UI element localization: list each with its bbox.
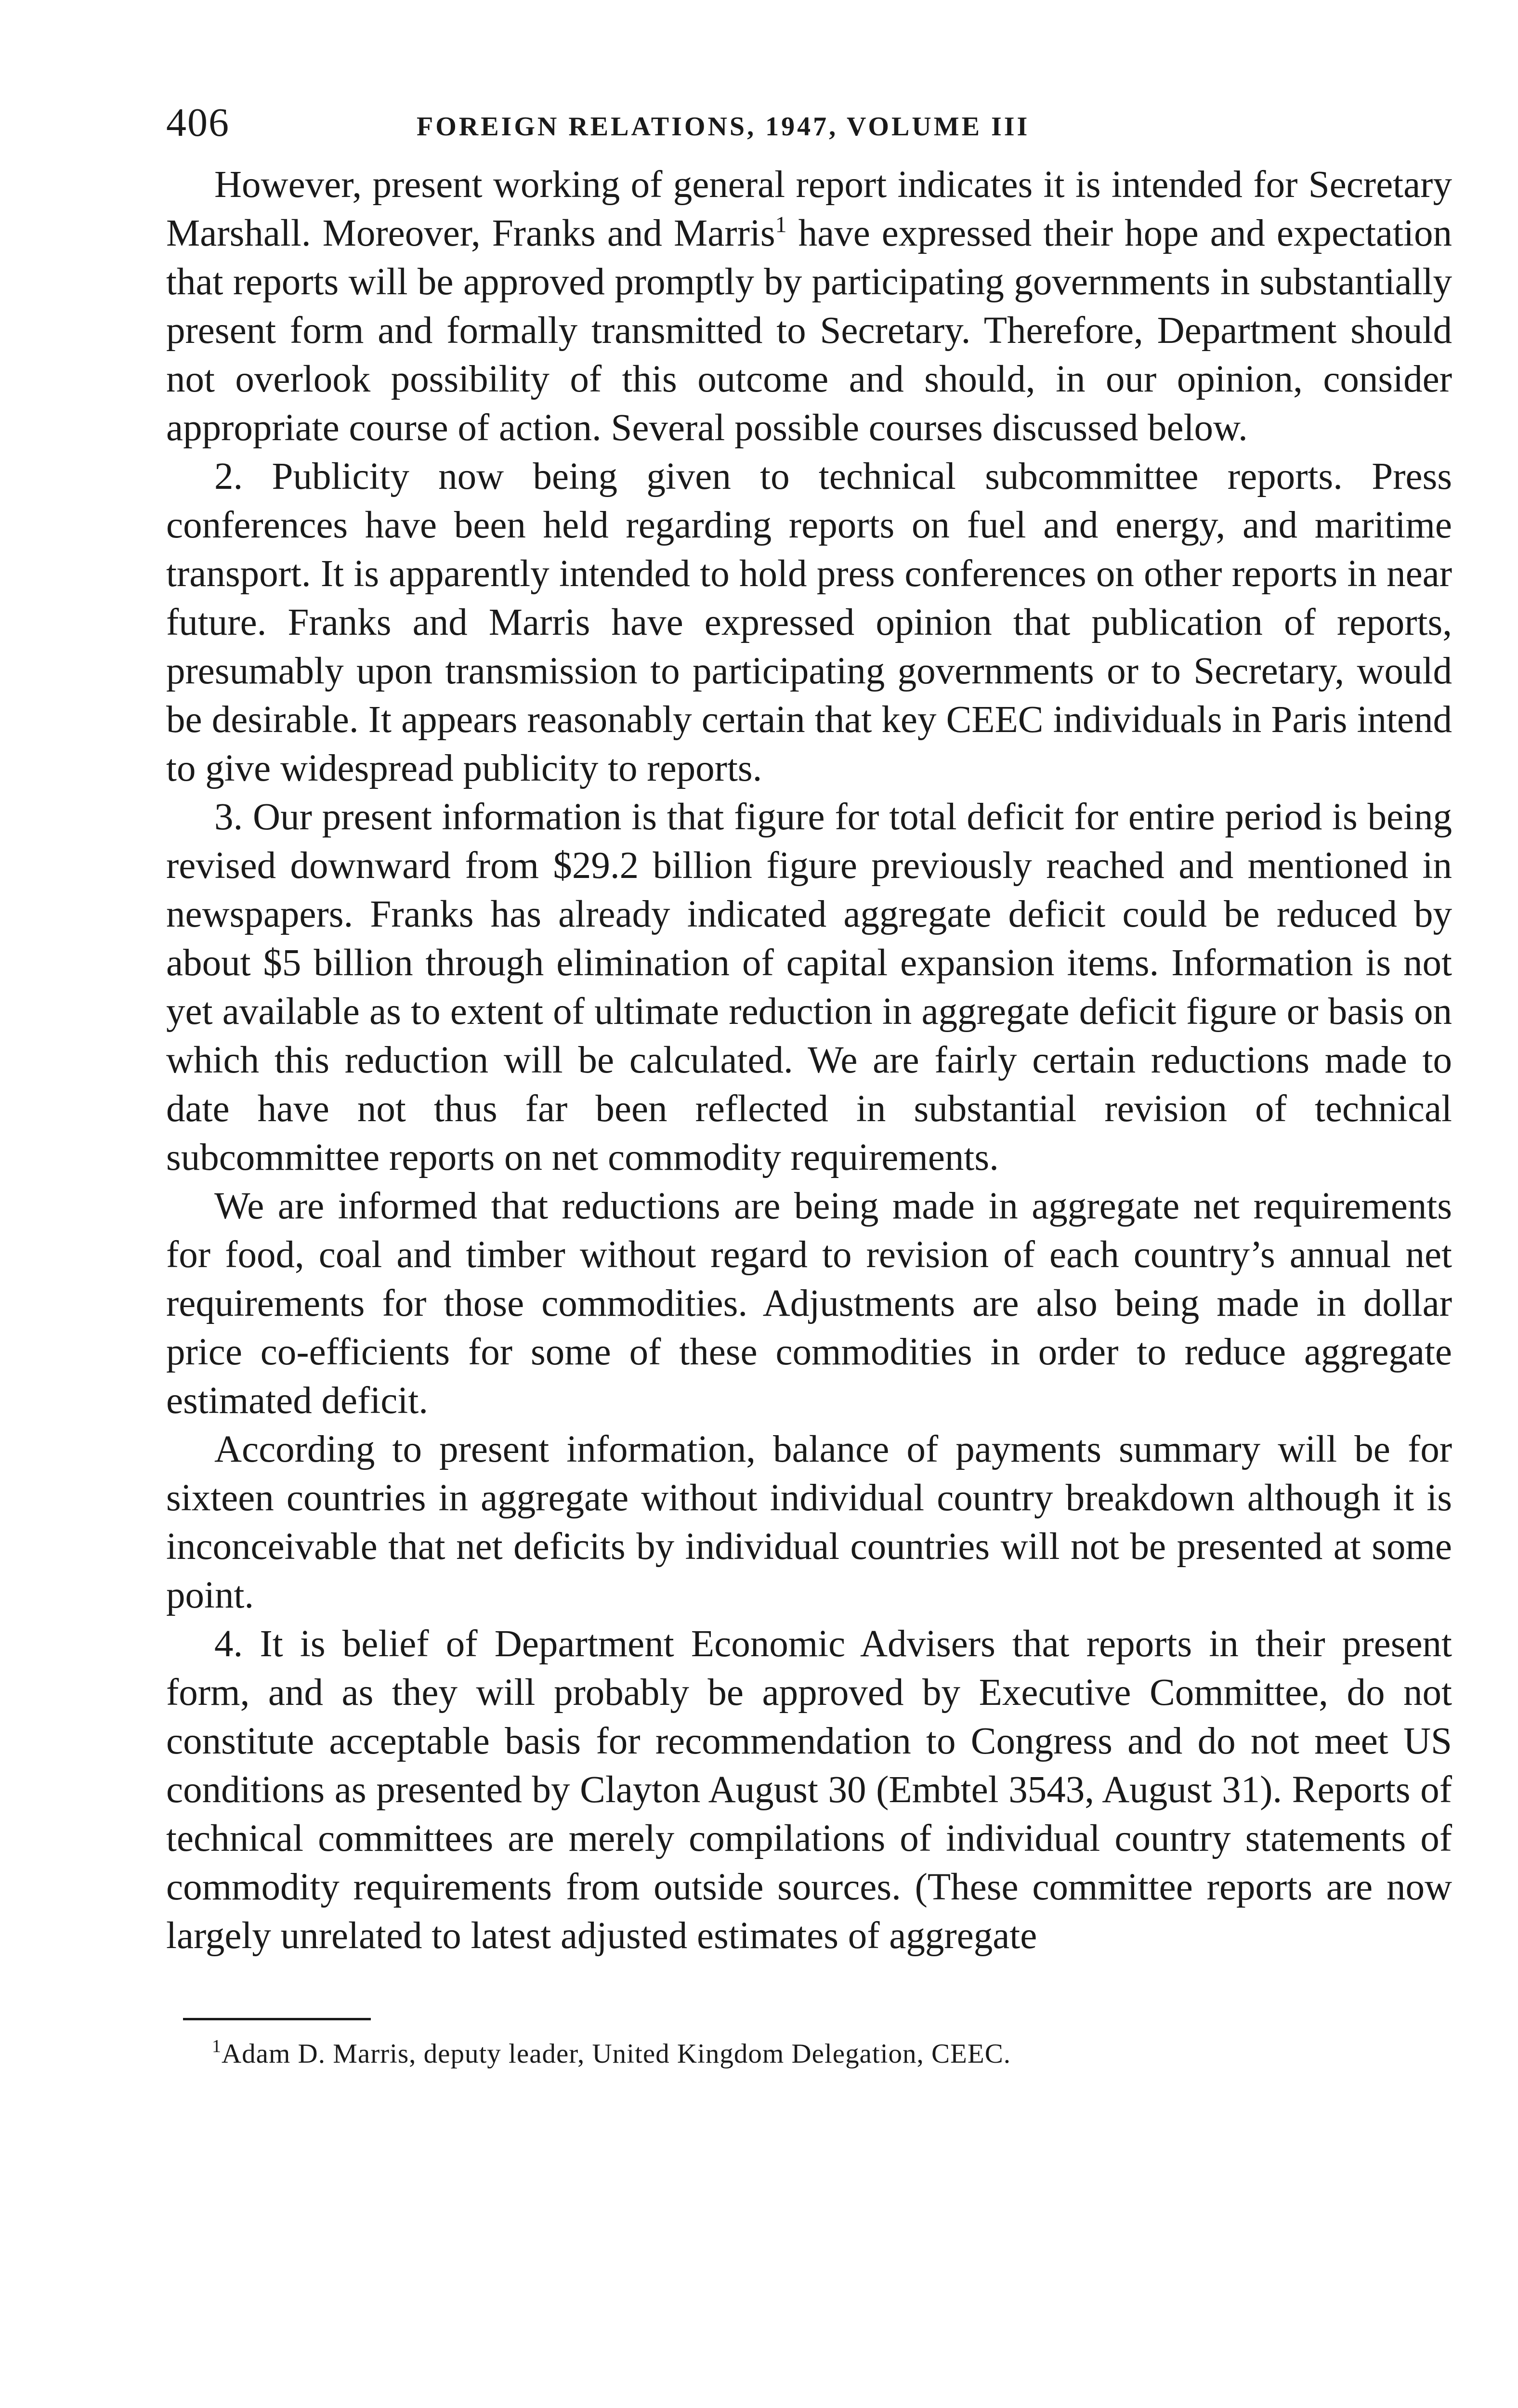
page-number: 406	[166, 100, 230, 145]
running-head	[166, 99, 1452, 147]
paragraph: 2. Publicity now being given to technical subcommittee reports. Press conferences have been held regarding reports on fuel and energy, and maritime transport. It is apparently intended to hold press conferences on other reports in near future. Franks and Marris have expressed opinion that publication of reports, presumably upon transmission to participating governments or to Secretary, would be desirable. It appears reasonably certain that key CEEC individuals in Paris intend to give widespread publicity to reports.	[166, 456, 1452, 789]
paragraph-text: However, present working of general report indicates it is intended for Secretary Marshall. Moreover, Franks and Marris	[166, 164, 1452, 254]
document-page	[166, 99, 1452, 2073]
paragraph: 4. It is belief of Department Economic Advisers that reports in their present form, and as they will probably be approved by Executive Committee, do not constitute acceptable basis for recommendation to Congress and do not meet US conditions as presented by Clayton August 30 (Embtel 3543, August 31). Reports of technical committees are merely compilations of individual country statements of commodity requirements from outside sources. (These committee reports are now largely unrelated to latest adjusted estimates of aggregate	[166, 1623, 1452, 1957]
footnote-marker: 1	[212, 2036, 222, 2056]
paragraph: We are informed that reductions are being made in aggregate net requirements for food, coal and timber without regard to revision of each country’s annual net requirements for those commodities. Adjustments are also being made in dollar price co-efficients for some of these commodities in order to reduce aggregate estimated deficit.	[166, 1185, 1452, 1422]
paragraph	[166, 160, 1452, 452]
paragraph: According to present information, balance of payments summary will be for sixteen countries in aggregate without individual country breakdown although it is inconceivable that net deficits by individual countries will not be presented at some point.	[166, 1428, 1452, 1616]
paragraph: 3. Our present information is that figure for total deficit for entire period is being revised downward from $29.2 billion figure previously reached and mentioned in newspapers. Franks has already indicated aggregate deficit could be reduced by about $5 billion through elimination of capital expansion items. Information is not yet available as to extent of ultimate reduction in aggregate deficit figure or basis on which this reduction will be calculated. We are fairly certain reductions made to date have not thus far been reflected in substantial revision of technical subcommittee reports on net commodity requirements.	[166, 796, 1452, 1178]
footnote	[212, 2035, 1452, 2073]
footnote-reference: 1	[775, 212, 787, 237]
body-text	[166, 160, 1452, 1960]
running-title: FOREIGN RELATIONS, 1947, VOLUME III	[417, 112, 1030, 142]
footnote-rule	[183, 2018, 371, 2020]
footnote-text: Adam D. Marris, deputy leader, United Kingdom Delegation, CEEC.	[222, 2039, 1011, 2069]
paragraph-text: have expressed their hope and expectation that reports will be approved promptly by participating governments in substantially present form and formally transmitted to Secretary. Therefore, Department should not overlook possibility of this outcome and should, in our opinion, consider appropriate course of action. Several possible courses discussed below.	[166, 212, 1452, 449]
